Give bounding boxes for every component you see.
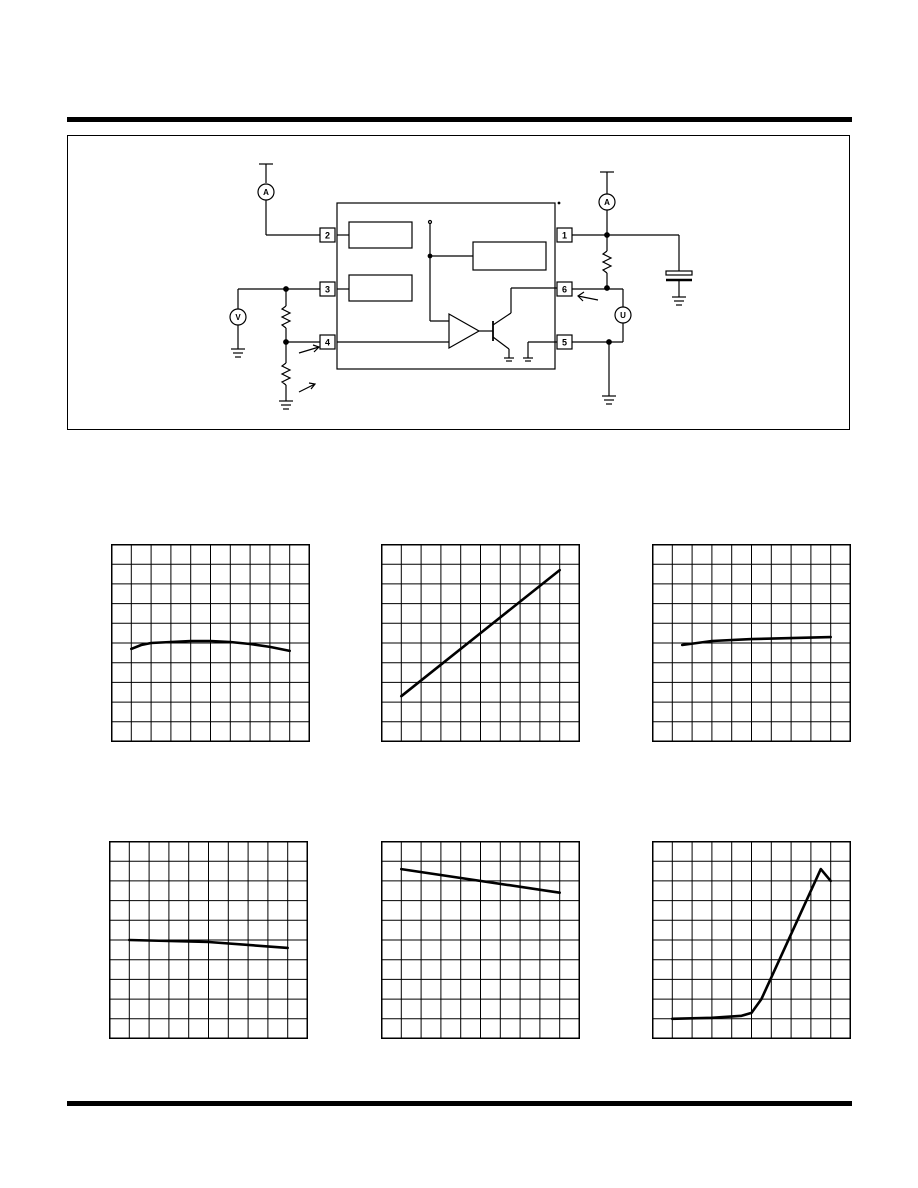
ic-body	[337, 203, 555, 369]
ammeter-right-label: A	[604, 198, 610, 207]
graph-4	[109, 841, 308, 1039]
resistor-pullup-icon	[603, 251, 611, 273]
capacitor-icon	[666, 271, 692, 275]
graph-1	[111, 544, 310, 742]
voltmeter-right-label: U	[620, 311, 626, 320]
pin-label-6: 6	[561, 284, 568, 295]
circuit-schematic	[68, 136, 851, 431]
pin-label-1: 1	[561, 230, 568, 241]
graph-3	[652, 544, 851, 742]
pin-label-4: 4	[324, 337, 331, 348]
test-circuit-diagram	[67, 135, 850, 430]
graph-2	[381, 544, 580, 742]
series-line	[682, 637, 831, 645]
resistor-lower-icon	[282, 363, 290, 385]
graph-5	[381, 841, 580, 1039]
voltmeter-left-label: V	[235, 313, 241, 322]
pin-label-3: 3	[324, 284, 331, 295]
top-rule	[67, 117, 852, 122]
pin-label-2: 2	[324, 230, 331, 241]
pin-label-5: 5	[561, 337, 568, 348]
current-arrow-bottom-icon	[299, 384, 315, 392]
resistor-upper-icon	[282, 306, 290, 328]
bottom-rule	[67, 1101, 852, 1106]
ammeter-left-label: A	[263, 188, 269, 197]
graph-6	[652, 841, 851, 1039]
